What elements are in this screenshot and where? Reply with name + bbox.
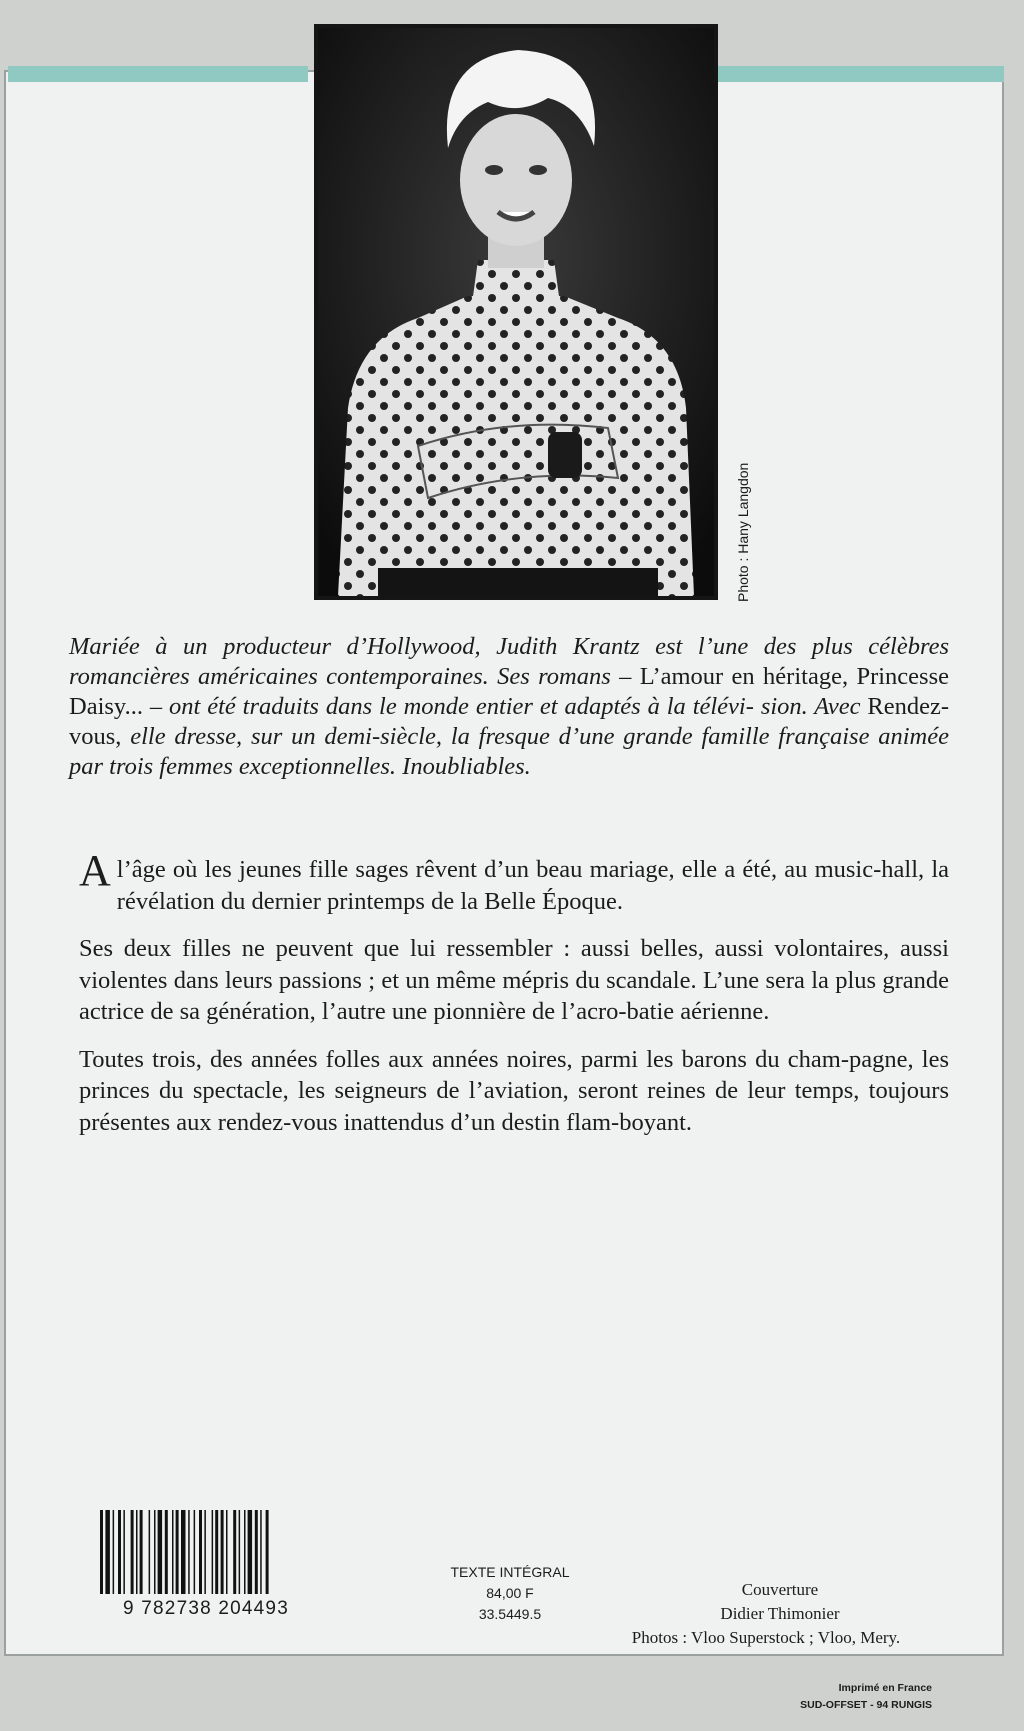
intro-text-run: Rendez-vous, [69, 693, 950, 750]
photo-credits: Photos : Vloo Superstock ; Vloo, Mery. [631, 1628, 901, 1647]
printed-in: Imprimé en France [838, 1682, 932, 1694]
cover-label: Couverture [741, 1580, 819, 1599]
synopsis [79, 846, 949, 1154]
intro-text-run: Princesse Daisy... – [69, 663, 949, 720]
cover-designer: Didier Thimonier [720, 1604, 840, 1623]
intro-text-run: romancières américaines contemporaines. Ses romans [69, 663, 611, 690]
synopsis-paragraph-3: Toutes trois, des années folles aux années noires, parmi les barons du cham-pagne, les princes du spectacle, les seigneurs de l’aviation, seront reines de leur temps, toujours présentes aux rendez-vous inattendus d’un destin flam-boyant. [79, 1045, 949, 1136]
printer-info [800, 1680, 932, 1714]
isbn-number: 9 782738 204493 [96, 1598, 316, 1620]
intro-text-run: famille française animée par trois femmes exceptionnelles. Inoubliables. [69, 723, 950, 780]
intro-text-run: ont été traduits dans le monde entier et adaptés à la télévi- [162, 693, 754, 720]
intro-text-run: – L’amour en héritage, [610, 663, 849, 690]
accent-stripe-right [716, 66, 1004, 82]
intro-text-run: Mariée à un producteur d’Hollywood, Judith Krantz est l’une des plus célèbres [69, 633, 949, 660]
intro-text-run: elle dresse, sur un demi-siècle, la fresque d’une grande [121, 723, 693, 750]
author-intro [69, 632, 949, 782]
cover-credits [600, 1578, 960, 1650]
synopsis-paragraph-1: A l’âge où les jeunes fille sages rêvent d’un beau mariage, elle a été, au music-hall, la révélation du dernier printemps de la Belle Époque. [79, 846, 949, 915]
accent-stripe-left [8, 66, 308, 82]
synopsis-paragraph-2: Ses deux filles ne peuvent que lui ressembler : aussi belles, aussi volontaires, aussi violentes dans leurs passions ; et un même mépris du scandale. L’une sera la plus grande actrice de sa génération, l’autre une pionnière de l’acro-batie aérienne. [79, 935, 949, 1025]
catalog-code: 33.5449.5 [478, 1606, 542, 1622]
drop-cap: A [79, 846, 111, 895]
author-photo-illustration [318, 28, 714, 596]
price: 84,00 F [486, 1585, 534, 1601]
author-photo [314, 24, 718, 600]
intro-text-run: sion. Avec [760, 693, 868, 720]
edition-label: TEXTE INTÉGRAL [450, 1564, 570, 1580]
edition-info [420, 1562, 600, 1625]
printer-name: SUD-OFFSET - 94 RUNGIS [800, 1699, 932, 1711]
